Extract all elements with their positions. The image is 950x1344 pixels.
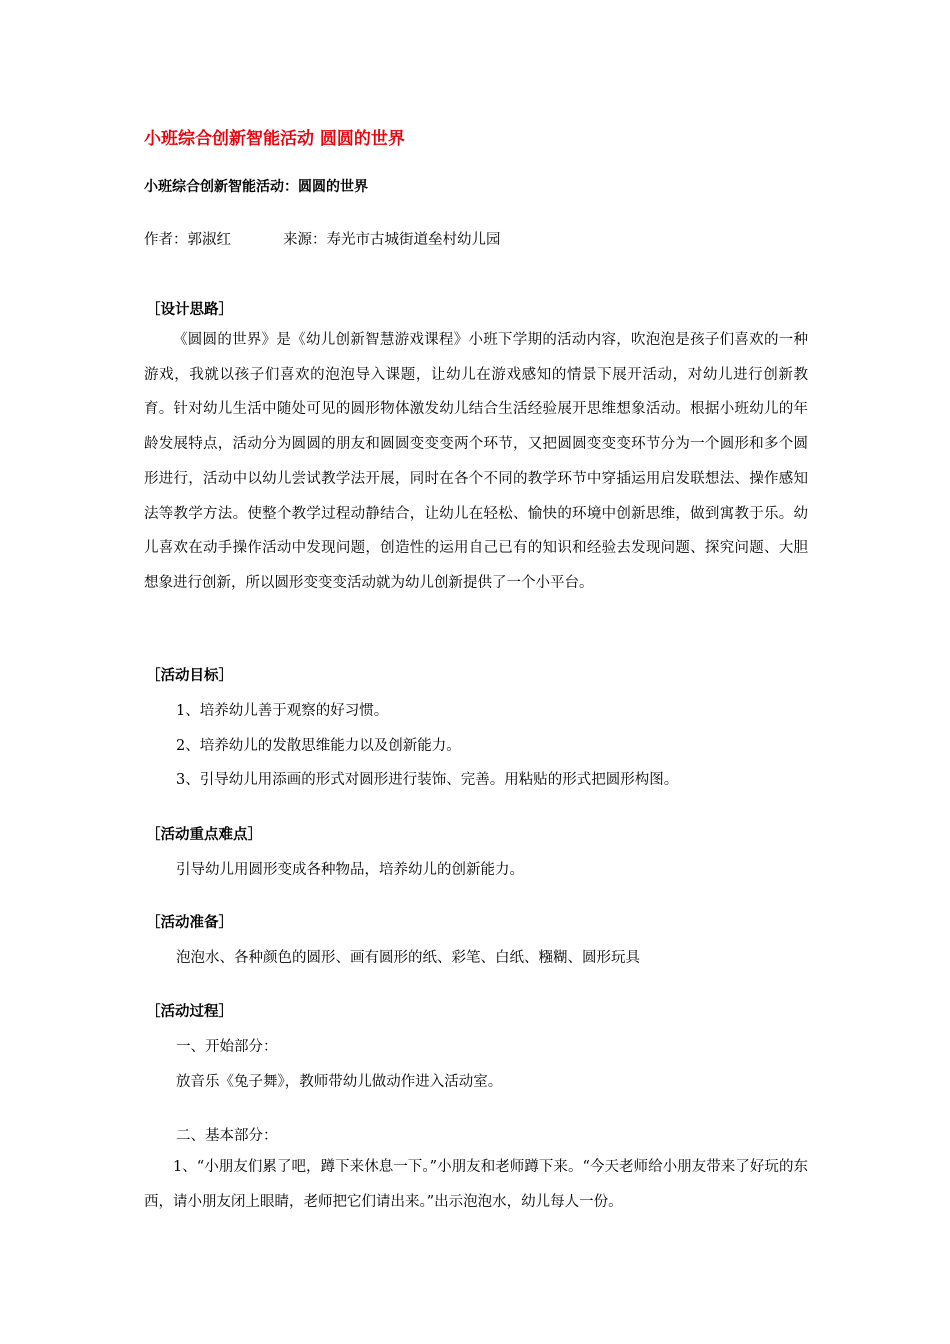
author-text: 作者：郭淑红 [144,232,231,248]
goal-item-1: 1、培养幼儿善于观察的好习惯。 [176,703,389,719]
preparation-text: 泡泡水、各种颜色的圆形、画有圆形的纸、彩笔、白纸、糨糊、圆形玩具 [176,950,640,966]
preparation-heading: ［活动准备］ [146,915,233,931]
document-title: 小班综合创新智能活动 圆圆的世界 [144,129,405,149]
design-heading: ［设计思路］ [146,302,233,318]
process-part1-title: 一、开始部分： [176,1039,278,1055]
author-source-line [144,228,501,249]
design-paragraph: 《圆圆的世界》是《幼儿创新智慧游戏课程》小班下学期的活动内容，吹泡泡是孩子们喜欢的一种游戏，我就以孩子们喜欢的泡泡导入课题，让幼儿在游戏感知的情景下展开活动，对幼儿进行创新教育。针对幼儿生活中随处可见的圆形物体激发幼儿结合生活经验展开思维想象活动。根据小班幼儿的年龄发展特点，活动分为圆圆的朋友和圆圆变变变两个环节，又把圆圆变变变环节分为一个圆形和多个圆形进行，活动中以幼儿尝试教学法开展，同时在各个不同的教学环节中穿插运用启发联想法、操作感知法等教学方法。使整个教学过程动静结合，让幼儿在轻松、愉快的环境中创新思维，做到寓教于乐。幼儿喜欢在动手操作活动中发现问题，创造性的运用自己已有的知识和经验去发现问题、探究问题、大胆想象进行创新，所以圆形变变变活动就为幼儿创新提供了一个小平台。 [144,332,808,591]
goal-item-3: 3、引导幼儿用添画的形式对圆形进行装饰、完善。用粘贴的形式把圆形构图。 [176,772,679,788]
goal-item-2: 2、培养幼儿的发散思维能力以及创新能力。 [176,738,461,754]
goals-heading: ［活动目标］ [146,668,233,684]
process-heading: ［活动过程］ [146,1004,233,1020]
process-part1-text: 放音乐《兔子舞》，教师带幼儿做动作进入活动室。 [176,1074,503,1090]
key-points-text: 引导幼儿用圆形变成各种物品，培养幼儿的创新能力。 [176,862,524,878]
process-part2-title: 二、基本部分： [176,1128,278,1144]
source-text: 来源：寿光市古城街道垒村幼儿园 [283,232,501,248]
document-subtitle: 小班综合创新智能活动：圆圆的世界 [144,179,368,195]
process-part2-text: 1、“小朋友们累了吧，蹲下来休息一下。”小朋友和老师蹲下来。“今天老师给小朋友带来了好玩的东西，请小朋友闭上眼睛，老师把它们请出来。”出示泡泡水，幼儿每人一份。 [144,1159,808,1210]
key-points-heading: ［活动重点难点］ [146,827,262,843]
